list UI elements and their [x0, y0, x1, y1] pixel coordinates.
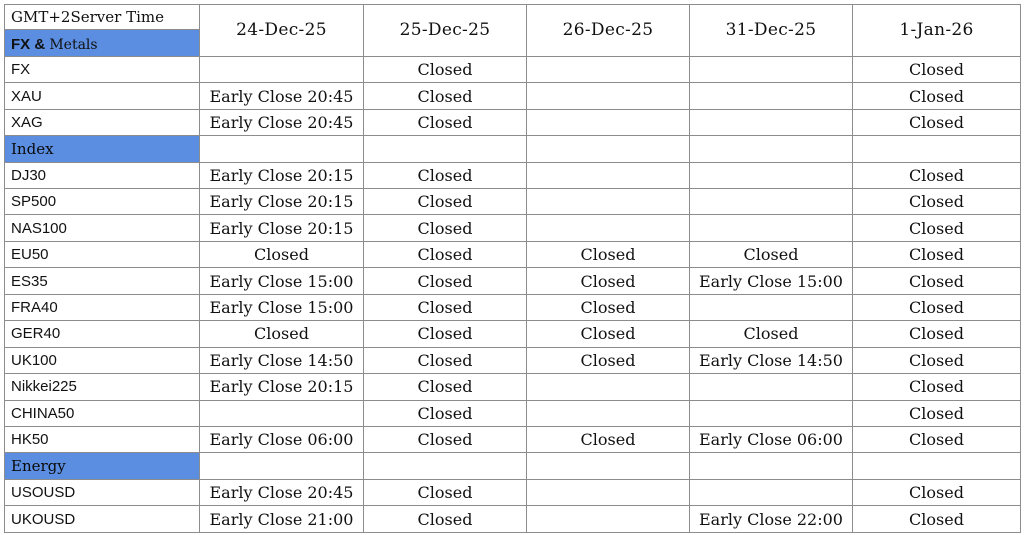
schedule-cell: Early Close 21:00 [200, 506, 364, 533]
schedule-cell: Closed [853, 347, 1021, 373]
schedule-cell: Closed [853, 189, 1021, 215]
schedule-cell: Closed [853, 479, 1021, 505]
schedule-cell [690, 215, 853, 241]
group-label-fx: FX [11, 35, 31, 53]
section-row [5, 453, 1021, 479]
schedule-cell: Closed [690, 321, 853, 347]
schedule-cell: Closed [364, 109, 527, 135]
schedule-cell: Closed [200, 321, 364, 347]
empty-cell [200, 453, 364, 479]
instrument-row [5, 189, 1021, 215]
section-row [5, 136, 1021, 162]
schedule-cell: Early Close 15:00 [200, 268, 364, 294]
schedule-cell: Closed [527, 347, 690, 373]
schedule-cell: Closed [364, 189, 527, 215]
schedule-cell [690, 189, 853, 215]
schedule-cell [527, 162, 690, 188]
empty-cell [690, 453, 853, 479]
schedule-cell [690, 109, 853, 135]
schedule-cell: Early Close 20:15 [200, 162, 364, 188]
empty-cell [690, 136, 853, 162]
schedule-cell: Closed [527, 426, 690, 452]
schedule-cell: Early Close 14:50 [200, 347, 364, 373]
empty-cell [364, 136, 527, 162]
schedule-cell: Early Close 20:15 [200, 215, 364, 241]
schedule-cell: Closed [364, 162, 527, 188]
date-header-25-dec: 25-Dec-25 [364, 5, 527, 57]
schedule-cell [690, 479, 853, 505]
group-label-amp: & [30, 35, 50, 53]
instrument-name: Nikkei225 [5, 374, 200, 400]
schedule-cell: Closed [853, 109, 1021, 135]
instrument-name: SP500 [5, 189, 200, 215]
instrument-row [5, 479, 1021, 505]
schedule-cell: Early Close 20:45 [200, 479, 364, 505]
schedule-cell: Closed [527, 321, 690, 347]
schedule-cell: Closed [364, 347, 527, 373]
schedule-cell [690, 162, 853, 188]
schedule-cell: Early Close 06:00 [690, 426, 853, 452]
schedule-cell: Closed [527, 294, 690, 320]
schedule-cell: Early Close 20:15 [200, 189, 364, 215]
schedule-cell [527, 506, 690, 533]
timezone-label: GMT+2Server Time [5, 5, 200, 30]
schedule-cell: Closed [853, 56, 1021, 82]
instrument-name: XAU [5, 83, 200, 109]
schedule-cell [527, 374, 690, 400]
instrument-name: CHINA50 [5, 400, 200, 426]
schedule-cell [690, 56, 853, 82]
instrument-name: ES35 [5, 268, 200, 294]
schedule-cell [527, 109, 690, 135]
instrument-name: UK100 [5, 347, 200, 373]
group-header-fx-metals [5, 30, 200, 56]
section-header-index: Index [5, 136, 200, 162]
schedule-cell [200, 56, 364, 82]
instrument-row [5, 347, 1021, 373]
empty-cell [527, 136, 690, 162]
instrument-name: FX [5, 56, 200, 82]
date-header-26-dec: 26-Dec-25 [527, 5, 690, 57]
schedule-cell: Closed [364, 321, 527, 347]
instrument-row [5, 162, 1021, 188]
schedule-cell: Early Close 22:00 [690, 506, 853, 533]
schedule-cell: Early Close 20:45 [200, 109, 364, 135]
schedule-cell: Closed [364, 241, 527, 267]
instrument-row [5, 268, 1021, 294]
instrument-row [5, 400, 1021, 426]
schedule-cell: Closed [853, 374, 1021, 400]
instrument-row [5, 241, 1021, 267]
schedule-cell: Closed [853, 321, 1021, 347]
schedule-cell: Early Close 20:45 [200, 83, 364, 109]
schedule-cell: Closed [853, 83, 1021, 109]
instrument-row [5, 506, 1021, 533]
instrument-name: HK50 [5, 426, 200, 452]
instrument-row [5, 374, 1021, 400]
schedule-cell: Early Close 14:50 [690, 347, 853, 373]
schedule-cell [527, 479, 690, 505]
instrument-row [5, 426, 1021, 452]
date-header-1-jan: 1-Jan-26 [853, 5, 1021, 57]
schedule-cell: Closed [364, 506, 527, 533]
schedule-cell: Closed [364, 479, 527, 505]
empty-cell [527, 453, 690, 479]
schedule-cell: Closed [527, 268, 690, 294]
instrument-row [5, 56, 1021, 82]
schedule-cell: Closed [853, 268, 1021, 294]
empty-cell [853, 453, 1021, 479]
schedule-cell: Early Close 15:00 [200, 294, 364, 320]
schedule-cell: Early Close 15:00 [690, 268, 853, 294]
schedule-cell: Closed [364, 400, 527, 426]
date-header-24-dec: 24-Dec-25 [200, 5, 364, 57]
table-body [5, 5, 1021, 533]
holiday-trading-schedule-table [4, 4, 1021, 533]
instrument-row [5, 321, 1021, 347]
instrument-row [5, 109, 1021, 135]
schedule-cell: Closed [853, 426, 1021, 452]
header-row-top [5, 5, 1021, 30]
instrument-name: FRA40 [5, 294, 200, 320]
instrument-name: USOUSD [5, 479, 200, 505]
schedule-cell [527, 83, 690, 109]
schedule-cell [690, 400, 853, 426]
schedule-cell: Closed [527, 241, 690, 267]
schedule-cell: Closed [853, 215, 1021, 241]
schedule-cell: Early Close 20:15 [200, 374, 364, 400]
schedule-cell: Closed [853, 241, 1021, 267]
instrument-row [5, 83, 1021, 109]
schedule-cell: Closed [853, 400, 1021, 426]
schedule-cell: Closed [364, 83, 527, 109]
schedule-cell: Closed [364, 268, 527, 294]
schedule-cell: Closed [364, 426, 527, 452]
group-label-metals: Metals [49, 36, 98, 53]
schedule-cell: Closed [364, 215, 527, 241]
instrument-name: NAS100 [5, 215, 200, 241]
empty-cell [364, 453, 527, 479]
schedule-cell: Closed [200, 241, 364, 267]
schedule-cell: Closed [364, 294, 527, 320]
schedule-cell: Early Close 06:00 [200, 426, 364, 452]
schedule-cell [527, 400, 690, 426]
date-header-31-dec: 31-Dec-25 [690, 5, 853, 57]
schedule-cell [527, 56, 690, 82]
schedule-cell: Closed [690, 241, 853, 267]
instrument-row [5, 294, 1021, 320]
schedule-cell [690, 83, 853, 109]
schedule-cell [690, 294, 853, 320]
schedule-cell: Closed [364, 374, 527, 400]
empty-cell [853, 136, 1021, 162]
instrument-name: EU50 [5, 241, 200, 267]
instrument-name: UKOUSD [5, 506, 200, 533]
schedule-cell [690, 374, 853, 400]
schedule-cell [527, 189, 690, 215]
schedule-cell [527, 215, 690, 241]
empty-cell [200, 136, 364, 162]
schedule-cell: Closed [853, 294, 1021, 320]
instrument-name: GER40 [5, 321, 200, 347]
schedule-cell: Closed [853, 506, 1021, 533]
instrument-row [5, 215, 1021, 241]
schedule-cell: Closed [364, 56, 527, 82]
section-header-energy: Energy [5, 453, 200, 479]
instrument-name: DJ30 [5, 162, 200, 188]
instrument-name: XAG [5, 109, 200, 135]
schedule-cell: Closed [853, 162, 1021, 188]
schedule-cell [200, 400, 364, 426]
